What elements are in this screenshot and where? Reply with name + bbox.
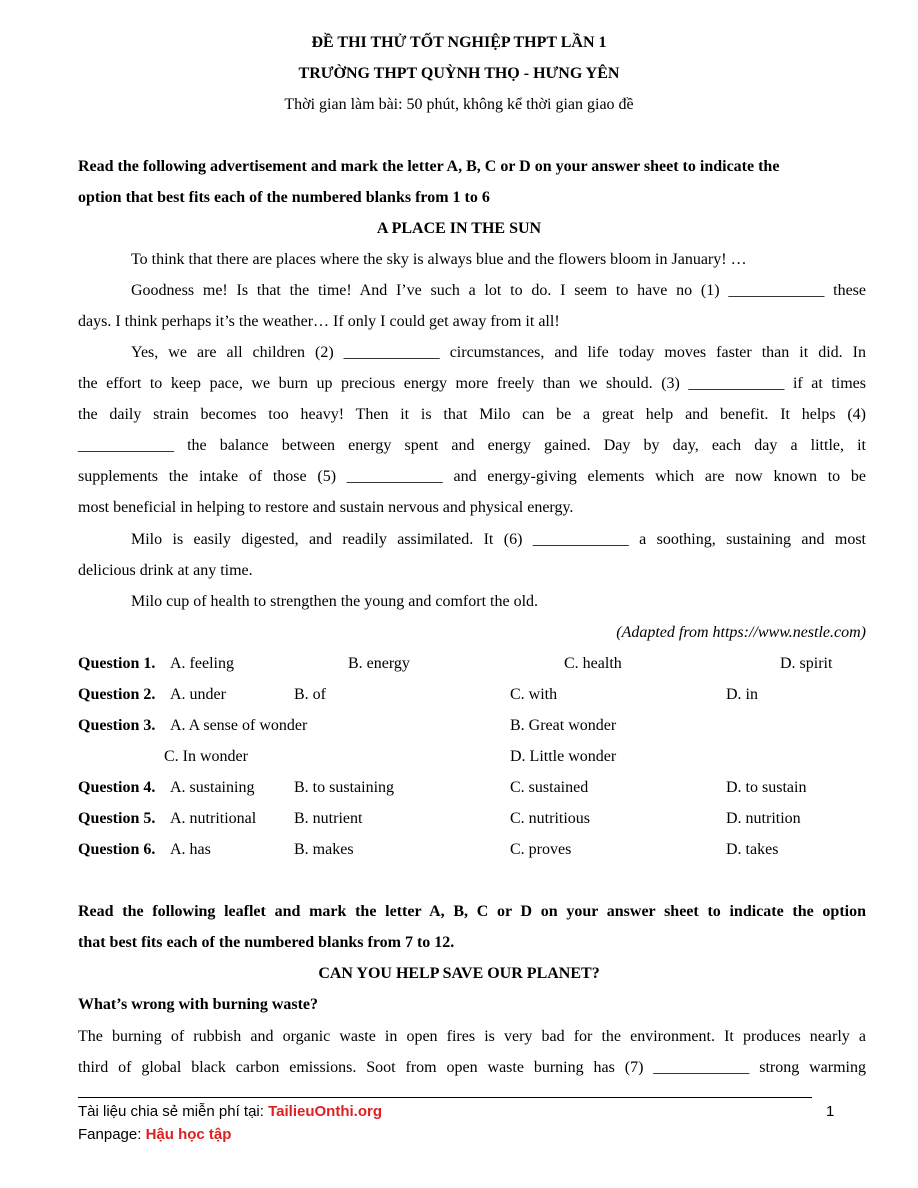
time-note: Thời gian làm bài: 50 phút, không kể thời gian giao đề (284, 96, 634, 113)
footer-fanpage (78, 1126, 231, 1144)
footer-divider (78, 1097, 812, 1098)
section2-instruction-line2: that best fits each of the numbered blanks from 7 to 12. (78, 934, 455, 951)
option-b: B. Great wonder (510, 717, 617, 734)
option-a: A. under (170, 686, 226, 703)
option-b: B. to sustaining (294, 779, 395, 796)
passage2-heading: CAN YOU HELP SAVE OUR PLANET? (318, 965, 600, 982)
option-a: A. has (170, 841, 211, 858)
question-label: Question 4. (78, 779, 156, 796)
passage2-line: third of global black carbon emissions. Soot from open waste burning has (7) ____________ strong warming (78, 1059, 866, 1076)
question-label: Question 2. (78, 686, 156, 703)
question-label: Question 1. (78, 655, 156, 672)
footer-site-link[interactable]: TailieuOnthi.org (268, 1103, 382, 1120)
passage1-line: the effort to keep pace, we burn up precious energy more freely than we should. (3) ____________ if at times (78, 375, 866, 392)
passage1-line: Yes, we are all children (2) ____________ circumstances, and life today moves faster than it did. In (131, 344, 866, 361)
option-d: D. in (726, 686, 758, 703)
question-label: Question 6. (78, 841, 156, 858)
passage1-heading: A PLACE IN THE SUN (376, 220, 542, 237)
passage1-line: delicious drink at any time. (78, 562, 253, 579)
option-b: B. makes (294, 841, 354, 858)
option-b: B. of (294, 686, 326, 703)
passage1-line: days. I think perhaps it’s the weather… If only I could get away from it all! (78, 313, 560, 330)
passage1-line: Goodness me! Is that the time! And I’ve such a lot to do. I seem to have no (1) ____________ these (131, 282, 866, 299)
option-d: D. nutrition (726, 810, 801, 827)
passage2-subheading: What’s wrong with burning waste? (78, 996, 319, 1013)
passage1-line: supplements the intake of those (5) ____________ and energy-giving elements which are now known to be (78, 468, 866, 485)
passage1-line: Milo cup of health to strengthen the young and comfort the old. (131, 593, 539, 610)
footer-fanpage-link[interactable]: Hậu học tập (145, 1126, 232, 1143)
section2-instruction-line1: Read the following leaflet and mark the letter A, B, C or D on your answer sheet to indicate the option (78, 903, 866, 920)
passage1-line: the daily strain becomes too heavy! Then it is that Milo can be a great help and benefit. It helps (4) (78, 406, 866, 423)
question-label: Question 5. (78, 810, 156, 827)
passage1-line: Milo is easily digested, and readily assimilated. It (6) ____________ a soothing, sustaining and most (131, 531, 866, 548)
option-a: A. nutritional (170, 810, 257, 827)
option-c: C. nutritious (510, 810, 591, 827)
exam-title: ĐỀ THI THỬ TỐT NGHIỆP THPT LẦN 1 (311, 34, 607, 51)
option-b: B. energy (348, 655, 410, 672)
question-label: Question 3. (78, 717, 156, 734)
passage1-line: To think that there are places where the sky is always blue and the flowers bloom in January! … (131, 251, 747, 268)
option-d: D. to sustain (726, 779, 807, 796)
option-a: A. feeling (170, 655, 234, 672)
footer-source-label: Tài liệu chia sẻ miễn phí tại: (78, 1103, 269, 1120)
passage1-line: ____________ the balance between energy spent and energy gained. Day by day, each day a little, it (78, 437, 866, 454)
option-c: C. In wonder (164, 748, 248, 765)
section1-instruction-line2: option that best fits each of the numbered blanks from 1 to 6 (78, 189, 490, 206)
option-d: D. takes (726, 841, 779, 858)
footer-source (78, 1103, 382, 1121)
passage1-line: most beneficial in helping to restore and sustain nervous and physical energy. (78, 499, 574, 516)
option-a: A. sustaining (170, 779, 255, 796)
footer-fanpage-label: Fanpage: (78, 1126, 146, 1143)
option-c: C. proves (510, 841, 572, 858)
option-c: C. with (510, 686, 558, 703)
option-b: B. nutrient (294, 810, 363, 827)
option-d: D. spirit (780, 655, 833, 672)
page-number: 1 (826, 1103, 835, 1120)
option-a: A. A sense of wonder (170, 717, 308, 734)
option-d: D. Little wonder (510, 748, 617, 765)
section1-instruction-line1: Read the following advertisement and mark the letter A, B, C or D on your answer sheet to indicate the (78, 158, 780, 175)
school-title: TRƯỜNG THPT QUỲNH THỌ - HƯNG YÊN (298, 65, 620, 82)
option-c: C. sustained (510, 779, 589, 796)
option-c: C. health (564, 655, 622, 672)
passage2-line: The burning of rubbish and organic waste in open fires is very bad for the environment. It produces nearly a (78, 1028, 866, 1045)
source-citation: (Adapted from https://www.nestle.com) (616, 624, 866, 641)
